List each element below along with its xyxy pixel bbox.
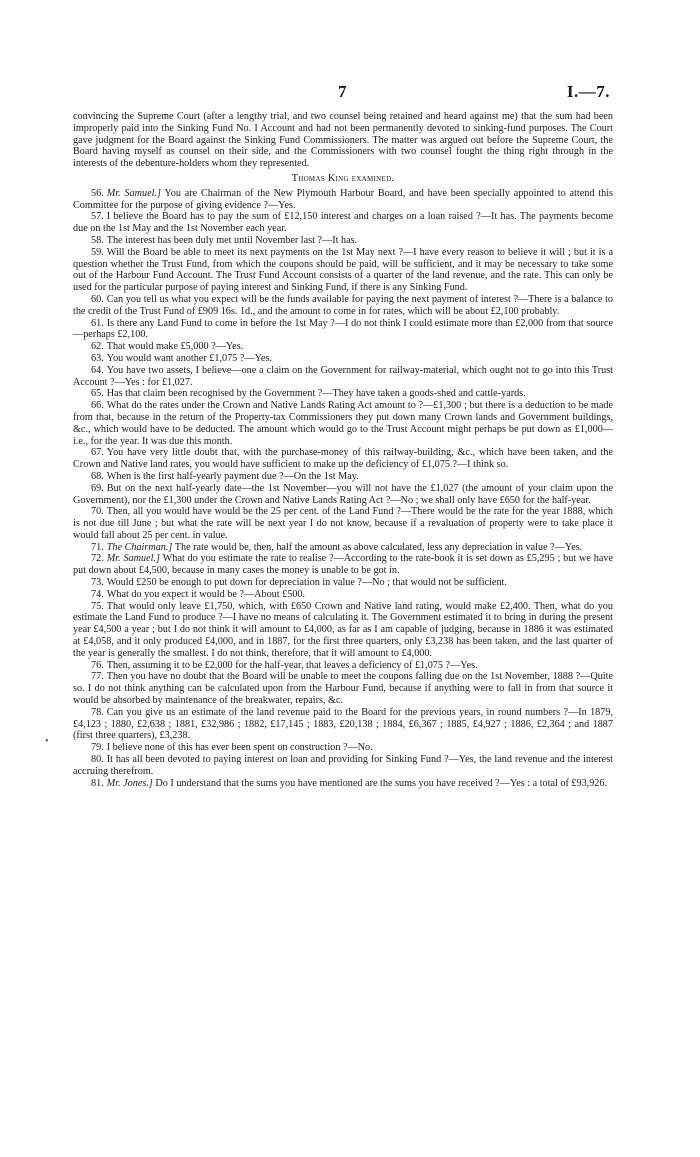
question-number: 63.: [91, 352, 104, 364]
question-paragraph: [73, 483, 613, 507]
question-text: It has all been devoted to paying interest on loan and providing for Sinking Fund ?—Yes, the land revenue and the interest accruing therefrom.: [73, 754, 613, 777]
question-paragraph: [73, 553, 613, 577]
question-text: Then you have no doubt that the Board will be unable to meet the coupons falling due on the 1st November, 1888 ?—Quite so. I do not think anything can be calculated upon from the Harbour Fund, because if anything were to fall in from that source it would be absorbed by maintenance of the breakwater, repairs, &c.: [73, 671, 613, 707]
question-number: 60.: [91, 293, 104, 305]
question-text: That would only leave £1,750, which, with £650 Crown and Native land rating, would make £2,400. Then, what do you estimate the Land Fund to produce ?—I have no means of calculating it. The Government estimated it to bring in during the present year £4,500 a year ; but I do not think it will amount to £4,000, as far as I am capable of judging, because in 1886 it was estimated at £4,058, and it only produced £4,000, and in 1887, for the first three quarters, only £3,238 has been taken, and the last quarter of the year is generally the smallest. I do not think, therefore, that it will amount to £4,000.: [73, 600, 613, 659]
question-number: 70.: [91, 506, 104, 518]
question-number: 69.: [91, 482, 104, 494]
question-text: I believe the Board has to pay the sum of £12,150 interest and charges on a loan raised ?—It has. The payments become due on the 1st May and the 1st November each year.: [73, 211, 613, 235]
question-paragraph: [73, 671, 613, 706]
question-number: 73.: [91, 577, 104, 589]
question-number: 75.: [91, 600, 104, 612]
question-text: The interest has been duly met until November last ?—It has.: [106, 234, 358, 246]
question-paragraph: [73, 365, 613, 389]
body-text: [73, 111, 613, 789]
question-paragraph: [73, 388, 613, 400]
speaker-name: Mr. Samuel.]: [106, 553, 160, 565]
question-paragraph: [73, 235, 613, 247]
question-number: 64.: [91, 364, 104, 376]
question-paragraph: [73, 542, 613, 554]
question-paragraph: [73, 754, 613, 778]
question-number: 66.: [91, 400, 104, 412]
question-text: You are Chairman of the New Plymouth Harbour Board, and have been specially appointed to attend this Committee for the purpose of giving evidence ?—Yes.: [73, 187, 613, 211]
question-number: 80.: [91, 754, 104, 766]
page-number: 7: [338, 82, 347, 101]
question-paragraph: [73, 660, 613, 672]
question-number: 74.: [91, 588, 104, 600]
question-paragraph: [73, 318, 613, 342]
question-text: What do the rates under the Crown and Native Lands Rating Act amount to ?—£1,300 ; but there is a deduction to be made from that, because in the return of the Property-tax Commissioners they put down many Crown lands and Government buildings, &c., which would have to be deducted. The amount which would go to the Trust Account might perhaps be put down as £1,000—i.e., for the year. It was due this month.: [73, 400, 613, 447]
question-number: 77.: [91, 671, 104, 683]
question-number: 58.: [91, 234, 104, 246]
section-heading: Thomas King examined.: [291, 172, 395, 184]
question-paragraph: [73, 211, 613, 235]
question-text: You would want another £1,075 ?—Yes.: [106, 352, 272, 364]
question-text: What do you estimate the rate to realise ?—According to the rate-book it is set down as £5,295 ; but we have put down about £4,500, because in many cases the money is unable to be got in.: [73, 553, 613, 577]
question-number: 79.: [91, 742, 104, 754]
question-number: 59.: [91, 246, 104, 258]
question-paragraph: [73, 589, 613, 601]
question-text: What do you expect it would be ?—About £500.: [106, 588, 306, 600]
question-text: That would make £5,000 ?—Yes.: [106, 341, 244, 353]
question-number: 78.: [91, 706, 104, 718]
question-text: You have very little doubt that, with the purchase-money of this railway-building, &c., which have been taken, and the Crown and Native land rates, you would have sufficient to make up the deficiency of £1,075 ?—I think so.: [73, 447, 613, 471]
question-text: Then, assuming it to be £2,000 for the half-year, that leaves a deficiency of £1,075 ?—Yes.: [106, 659, 478, 671]
question-paragraph: [73, 778, 613, 790]
question-paragraph: [73, 294, 613, 318]
question-text: Can you give us an estimate of the land revenue paid to the Board for the previous years, in round numbers ?—In 1879, £4,123 ; 1880, £2,638 ; 1881, £32,986 ; 1882, £17,145 ; 1883, £20,138 ; 1884, £6,367 ; 1885, £4,927 ; 1886, £2,364 ; and 1887 (first three quarters), £3,238.: [73, 706, 613, 742]
question-paragraph: [73, 353, 613, 365]
question-text: The rate would be, then, half the amount as above calculated, less any depreciation in value ?—Yes.: [172, 541, 583, 553]
question-paragraph: [73, 447, 613, 471]
question-text: Is there any Land Fund to come in before the 1st May ?—I do not think I could estimate more than £2,000 from that source—perhaps £2,100.: [73, 317, 613, 341]
question-text: Will the Board be able to meet its next payments on the 1st May next ?—I have every reason to believe it will ; but it is a question whether the Trust Fund, from which the coupons should be paid, will be sufficient, and it may be necessary to take some out of the Harbour Fund Account. The Trust Fund Account consists of a quarter of the land revenue, and the rate. This can only be used for the particular purpose of paying interest and Sinking Fund, if there is any Sinking Fund.: [73, 246, 613, 294]
question-text: I believe none of this has ever been spent on construction ?—No.: [106, 742, 373, 754]
question-text: Do I understand that the sums you have mentioned are the sums you have received ?—Yes : a total of £93,926.: [152, 777, 608, 789]
question-number: 62.: [91, 341, 104, 353]
question-text: Has that claim been recognised by the Government ?—They have taken a goods-shed and cattle-yards.: [106, 388, 526, 400]
question-number: 76.: [91, 659, 104, 671]
question-number: 67.: [91, 447, 104, 459]
question-text: But on the next half-yearly date—the 1st November—you will not have the £1,027 (the amount of your claim upon the Government), nor the £1,300 under the Crown and Native Lands Rating Act ?—No ; we shall only have £650 for the half-year.: [73, 482, 613, 506]
paper-reference: I.—7.: [566, 82, 610, 101]
opening-paragraph: convincing the Supreme Court (after a lengthy trial, and two counsel being retained and heard against me) that the sum had been improperly paid into the Sinking Fund No. I Account and had not been permanently devoted to sinking-fund purposes. The Court gave judgment for the Board against the Sinking Fund Commissioners. The matter was argued out before the Supreme Court, the Board having myself as counsel on their side, and the Commissioners with two counsel fought the thing right through in the interests of the debenture-holders whom they represented.: [73, 111, 613, 170]
question-paragraph: [73, 188, 613, 212]
question-number: 71.: [91, 541, 104, 553]
question-paragraph: [73, 400, 613, 447]
question-list: [73, 188, 613, 790]
question-paragraph: [73, 707, 613, 742]
question-text: When is the first half-yearly payment due ?—On the 1st May.: [106, 470, 359, 482]
question-number: 81.: [91, 777, 104, 789]
question-number: 68.: [91, 470, 104, 482]
question-paragraph: [73, 577, 613, 589]
speaker-name: The Chairman.]: [106, 541, 173, 553]
question-paragraph: [73, 601, 613, 660]
question-text: Would £250 be enough to put down for depreciation in value ?—No ; that would not be sufficient.: [106, 577, 507, 589]
question-paragraph: [73, 742, 613, 754]
question-number: 56.: [91, 187, 104, 199]
page-header: [0, 82, 700, 106]
question-paragraph: [73, 247, 613, 294]
question-text: Can you tell us what you expect will be the funds available for paying the next payment of interest ?—There is a balance to the credit of the Trust Fund of £909 16s. 1d., and the amount to come in for rates, which will be about £2,100 probably.: [73, 293, 613, 317]
question-number: 61.: [91, 317, 104, 329]
question-paragraph: [73, 341, 613, 353]
question-text: Then, all you would have would be the 25 per cent. of the Land Fund ?—There would be the rate for the year 1888, which is not due till June ; but what the rate will be next year I do not know, because if a revaluation of property were to take place it would fall about 25 per cent. in value.: [73, 506, 613, 541]
question-number: 65.: [91, 388, 104, 400]
question-paragraph: [73, 506, 613, 541]
question-number: 72.: [91, 553, 104, 565]
margin-mark: •: [45, 736, 49, 747]
question-paragraph: [73, 471, 613, 483]
speaker-name: Mr. Jones.]: [106, 777, 153, 789]
question-text: You have two assets, I believe—one a claim on the Government for railway-material, which ought not to go into this Trust Account ?—Yes : for £1,027.: [73, 364, 613, 388]
question-number: 57.: [91, 211, 104, 223]
speaker-name: Mr. Samuel.]: [106, 187, 161, 199]
